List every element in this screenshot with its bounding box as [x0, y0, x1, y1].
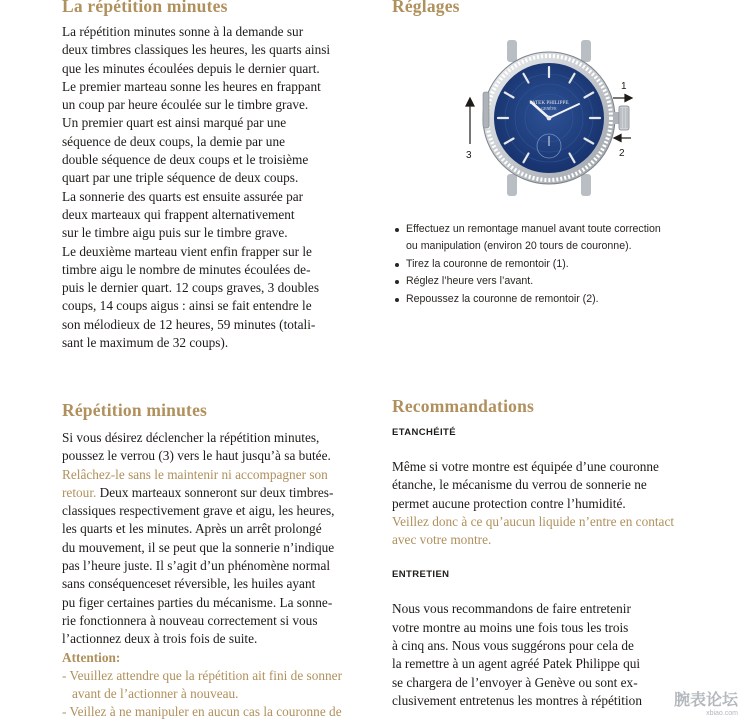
text-line: - Veuillez attendre que la répétition ait fini de sonner	[62, 667, 342, 683]
list-item	[393, 291, 713, 308]
text-line: double séquence de deux coups et le troisième	[62, 152, 309, 168]
arrow-right-icon	[613, 95, 632, 102]
text-line: du mouvement, il se peut que la sonnerie n’indique	[62, 539, 335, 555]
text-line: clusivement entretenus les montres à répétition	[392, 692, 642, 708]
text-line: votre montre au moins une fois tous les trois	[392, 619, 629, 635]
section-reglages	[392, 0, 712, 17]
text-line: à cinq ans. Nous vous suggérons pour cela de	[392, 638, 634, 654]
text-line: La sonnerie des quarts est ensuite assurée par	[62, 188, 304, 204]
text-line: la remettre à un agent agréé Patek Philippe qui	[392, 656, 641, 672]
text-line: Le premier marteau sonne les heures en frappant	[62, 78, 321, 94]
text-line-highlight: avec votre montre.	[392, 532, 492, 548]
repeater-paragraph	[62, 429, 376, 649]
text-line: séquence de deux coups, la demie par une	[62, 133, 286, 149]
list-item	[393, 273, 713, 290]
list-item	[62, 703, 376, 721]
text-line: classiques respectivement grave et aigu, les heures,	[62, 503, 335, 519]
text-line: rie fonctionnera à nouveau correctement si vous	[62, 612, 318, 628]
section-heading: Recommandations	[392, 396, 535, 416]
text-line: sans conséquenceset réversible, les huiles ayant	[62, 576, 316, 592]
text-line: Un premier quart est ainsi marqué par une	[62, 115, 287, 131]
text-line: pas l’heure juste. Il s’agit d’un phénomène normal	[62, 558, 331, 574]
repeater-slide	[483, 92, 489, 128]
text-line: poussez le verrou (3) vers le haut jusqu’à sa butée.	[62, 448, 331, 464]
text-line: Nous vous recommandons de faire entretenir	[392, 601, 631, 617]
text-line: se chargera de l’envoyer à Genève ou sont ex-	[392, 674, 638, 690]
text-line: Repoussez la couronne de remontoir (2).	[406, 292, 599, 305]
attention-list	[62, 667, 376, 721]
site-watermark	[674, 687, 738, 717]
watermark-text: 腕表论坛	[673, 692, 738, 709]
text-line: l’actionnez deux à trois fois de suite.	[62, 631, 258, 647]
text-line: - Veillez à ne manipuler en aucun cas la couronne de	[62, 703, 342, 719]
text-line: que les minutes écoulées depuis le dernier quart.	[62, 60, 320, 76]
callout-3: 3	[466, 150, 472, 161]
text-line	[62, 484, 376, 502]
brand-city: GENÈVE	[541, 107, 557, 111]
watermark-url: xbiao.com	[706, 710, 738, 717]
text-line: sant le maximum de 32 coups).	[62, 335, 229, 351]
text-line: son mélodieux de 12 heures, 59 minutes (totali-	[62, 316, 316, 332]
lug	[507, 40, 517, 62]
text-span: Deux marteaux sonneront sur deux timbres-	[96, 484, 334, 500]
text-line: permet aucune protection contre l’humidité.	[392, 495, 626, 511]
section-heading: La répétition minutes	[62, 0, 228, 16]
subheading-etancheite: ETANCHÉITÉ	[392, 427, 456, 438]
text-line: Le deuxième marteau vient enfin frapper sur le	[62, 243, 312, 259]
lug	[507, 174, 517, 196]
watch-illustration	[455, 32, 655, 204]
text-line-highlight: Veillez donc à ce qu’aucun liquide n’entre en contact	[392, 513, 675, 529]
text-line: puis le dernier quart. 12 coups graves, 3 doubles	[62, 280, 320, 296]
section-heading: Répétition minutes	[62, 400, 208, 420]
etancheite-paragraph	[392, 458, 706, 549]
section-repetition-minutes	[62, 400, 376, 721]
attention-block	[62, 649, 376, 721]
text-line: les quarts et les minutes. Après un arrêt prolongé	[62, 521, 322, 537]
crown-stem	[613, 112, 619, 124]
list-item	[393, 221, 713, 256]
callout-1: 1	[621, 81, 627, 92]
attention-title: Attention:	[62, 649, 121, 665]
text-line: pu figer certaines parties du mécanisme. La sonne-	[62, 594, 333, 610]
text-line: Effectuez un remontage manuel avant toute correction	[406, 223, 661, 235]
text-line: ou manipulation (environ 20 tours de couronne).	[406, 240, 632, 253]
text-line: Même si votre montre est équipée d’une couronne	[392, 459, 659, 474]
text-line: Tirez la couronne de remontoir (1).	[406, 257, 569, 270]
brand-logo: PATEK PHILIPPE	[529, 100, 569, 106]
highlight-text: retour.	[62, 484, 97, 500]
lug	[581, 174, 591, 196]
text-line: deux timbres classiques les heures, les quarts ainsi	[62, 42, 331, 58]
section-heading: Réglages	[392, 0, 460, 16]
text-line: avant de l’actionner à nouveau.	[72, 685, 239, 701]
text-line: sur le timbre aigu puis sur le timbre grave.	[62, 225, 288, 241]
text-line: timbre aigu le nombre de minutes écoulées de-	[62, 261, 311, 277]
list-item	[393, 256, 713, 273]
arrow-up-icon	[466, 98, 474, 144]
section-recommandations	[392, 396, 706, 710]
arrow-left-icon	[614, 135, 631, 142]
text-line: deux marteaux qui frappent alternativement	[62, 206, 295, 222]
text-line: Si vous désirez déclencher la répétition minutes,	[62, 430, 320, 445]
callout-2: 2	[619, 148, 625, 159]
section-repetition-intro	[62, 0, 376, 352]
text-line-highlight: Relâchez-le sans le maintenir ni accompagner son	[62, 466, 328, 482]
text-line: quart par une triple séquence de deux coups.	[62, 170, 299, 186]
text-line: La répétition minutes sonne à la demande sur	[62, 24, 304, 39]
text-line: coups, 14 coups aigus : ainsi se fait entendre le	[62, 298, 312, 314]
intro-paragraph	[62, 23, 376, 352]
entretien-paragraph	[392, 600, 706, 710]
text-line: Réglez l’heure vers l’avant.	[406, 275, 534, 288]
subheading-entretien: ENTRETIEN	[392, 569, 450, 581]
text-line: un coup par heure écoulée sur le timbre grave.	[62, 97, 309, 113]
lug	[581, 40, 591, 62]
settings-steps-list	[393, 221, 713, 308]
list-item	[62, 667, 376, 703]
text-line: étanche, le mécanisme du verrou de sonnerie ne	[392, 477, 647, 493]
